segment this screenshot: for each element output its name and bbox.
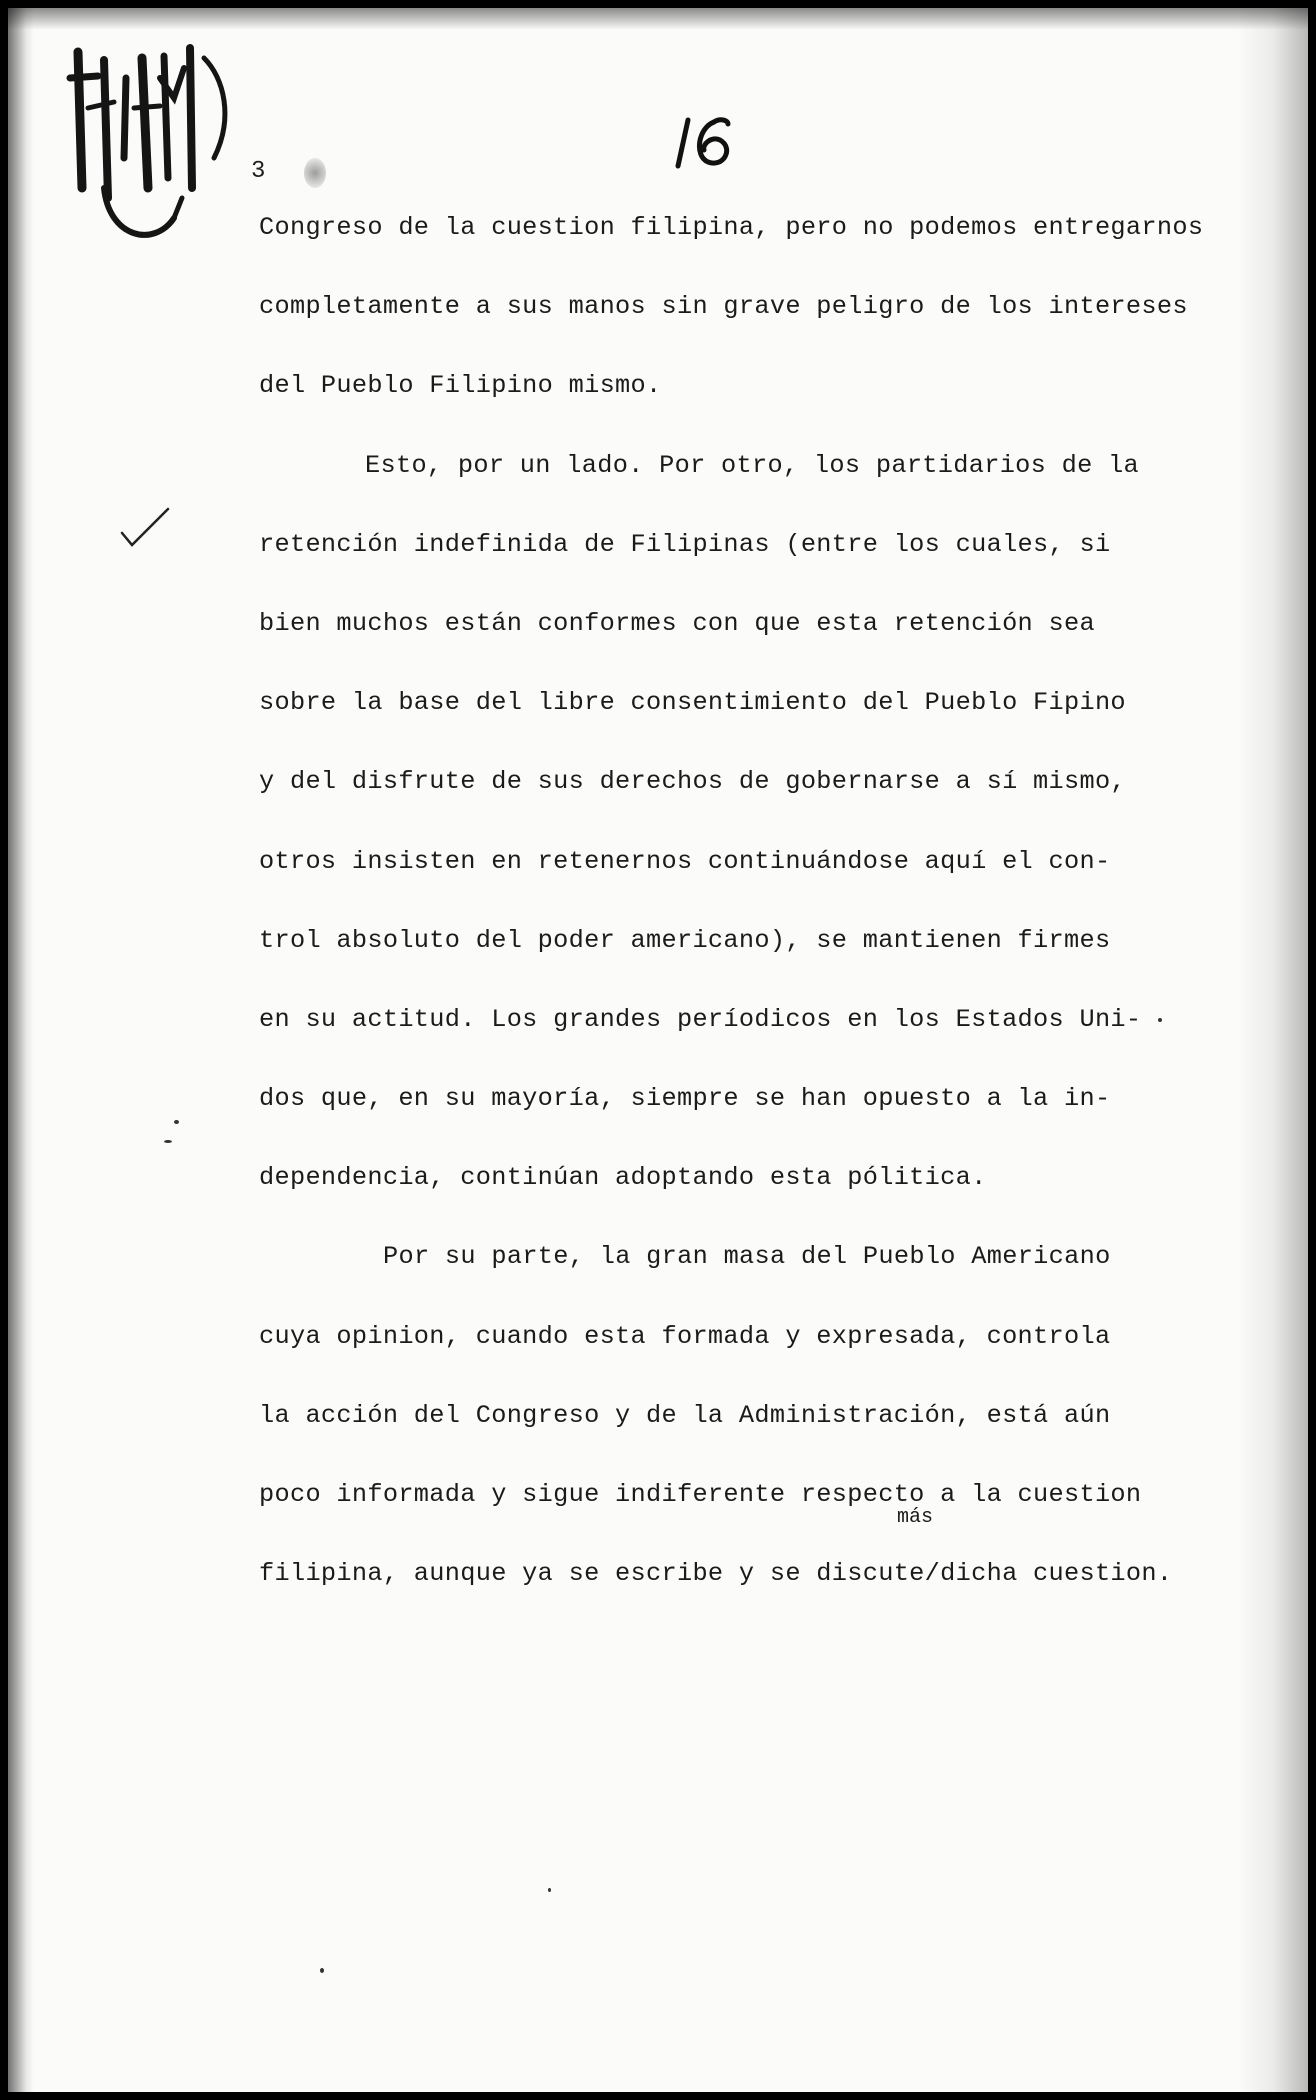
page-number: 3 xyxy=(251,158,266,185)
text-line: poco informada y sigue indiferente respecto a la cuestion xyxy=(259,1480,1142,1509)
scan-speck xyxy=(548,1888,551,1892)
scan-speck xyxy=(164,1140,172,1143)
text-line: Por su parte, la gran masa del Pueblo Americano xyxy=(383,1242,1111,1272)
text-line: y del disfrute de sus derechos de gobernarse a sí mismo, xyxy=(259,767,1126,797)
typed-text-body xyxy=(259,208,1259,1633)
scan-edge-shadow-top xyxy=(8,8,1308,30)
text-line: otros insisten en retenernos continuándose aquí el con- xyxy=(259,846,1111,876)
scan-speck xyxy=(1158,1018,1162,1022)
text-line: Esto, por un lado. Por otro, los partidarios de la xyxy=(365,450,1140,480)
text-line: retención indefinida de Filipinas (entre los cuales, si xyxy=(259,529,1111,559)
text-line: cuya opinion, cuando esta formada y expresada, controla xyxy=(259,1321,1111,1351)
scan-edge-shadow-left xyxy=(8,8,34,2092)
text-line: en su actitud. Los grandes períodicos en los Estados Uni- xyxy=(259,1004,1142,1034)
interlinear-insertion: más xyxy=(897,1506,934,1529)
check-mark-annotation xyxy=(118,503,178,553)
document-page xyxy=(8,8,1308,2092)
text-line: dependencia, continúan adoptando esta pólitica. xyxy=(259,1163,987,1193)
text-line: bien muchos están conformes con que esta retención sea xyxy=(259,608,1095,638)
ink-stamp-mark xyxy=(64,38,264,248)
text-line: sobre la base del libre consentimiento del Pueblo Fipino xyxy=(259,688,1126,718)
ink-smudge xyxy=(304,158,326,188)
scan-speck xyxy=(320,1968,324,1973)
text-line: completamente a sus manos sin grave peligro de los intereses xyxy=(259,292,1188,322)
text-line: filipina, aunque ya se escribe y se discute/dicha cuestion. xyxy=(259,1559,1173,1589)
scan-speck xyxy=(174,1120,179,1124)
folio-number-handwritten xyxy=(668,108,758,178)
text-line: del Pueblo Filipino mismo. xyxy=(259,371,662,401)
text-line: trol absoluto del poder americano), se mantienen firmes xyxy=(259,925,1111,955)
text-line: dos que, en su mayoría, siempre se han opuesto a la in- xyxy=(259,1084,1111,1114)
text-line: la acción del Congreso y de la Administración, está aún xyxy=(259,1400,1111,1430)
text-line: Congreso de la cuestion filipina, pero no podemos entregarnos xyxy=(259,213,1204,242)
